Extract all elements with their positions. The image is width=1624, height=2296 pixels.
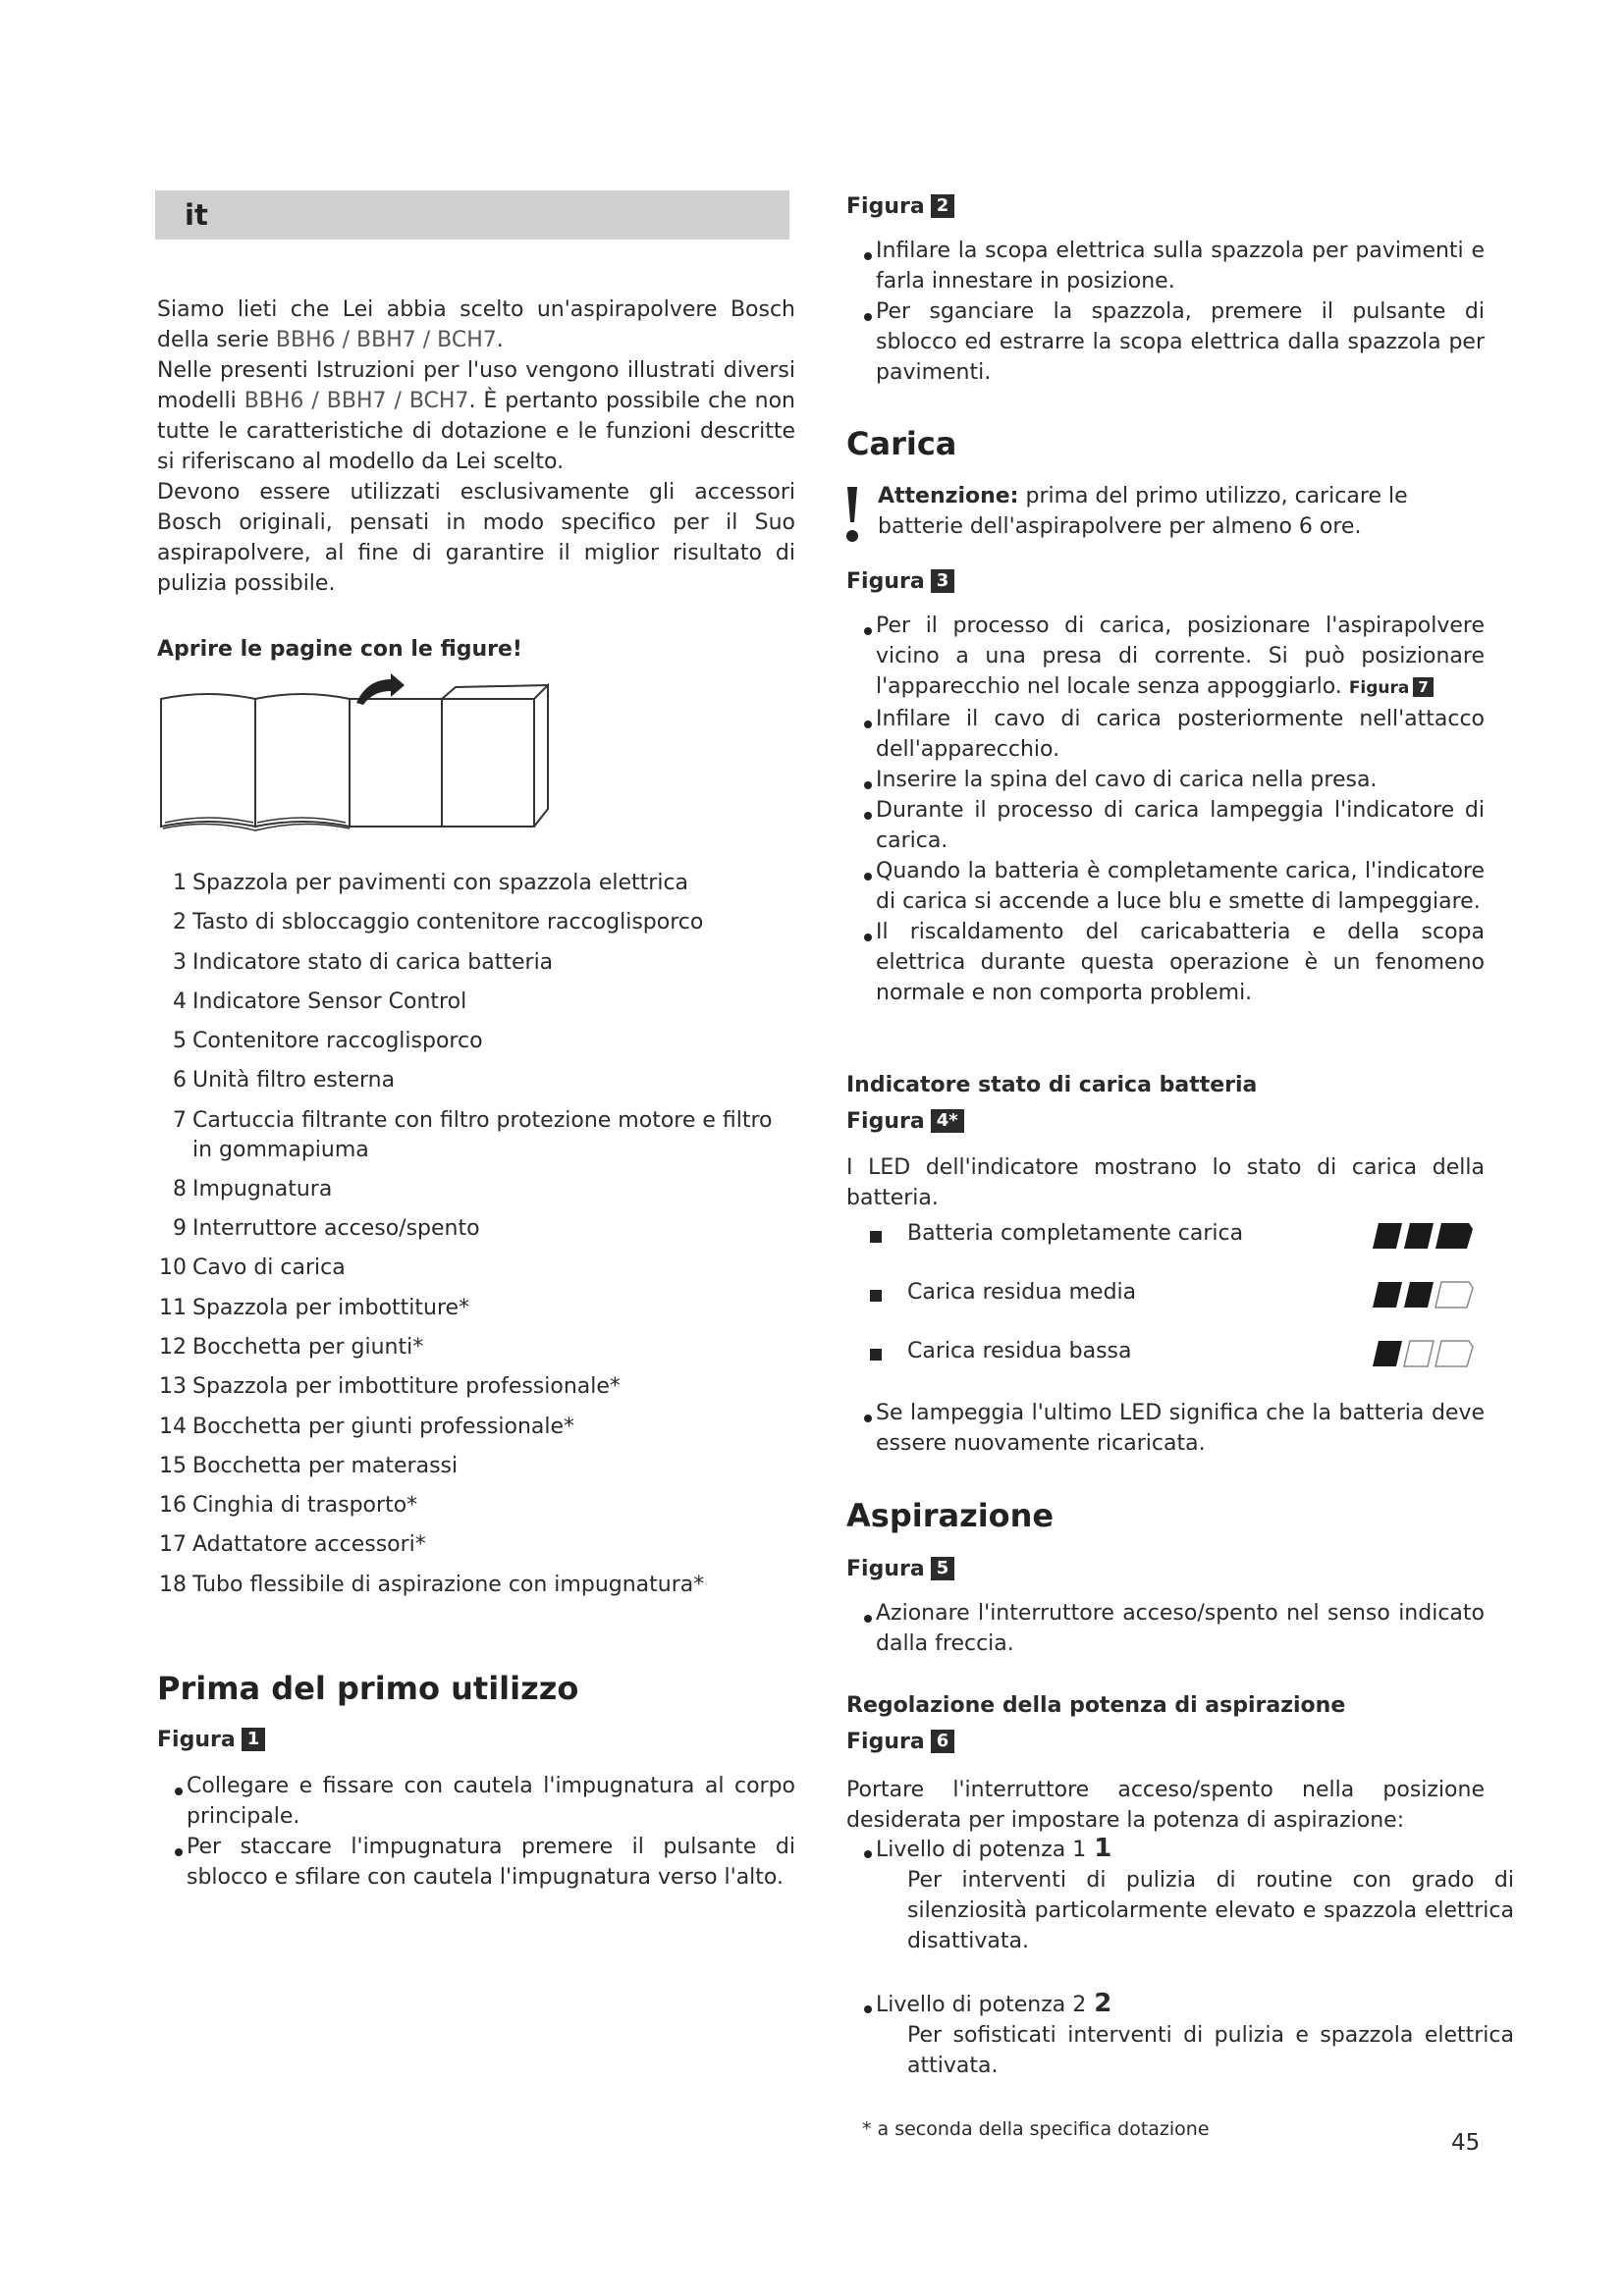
section-title-first-use: Prima del primo utilizzo	[157, 1670, 579, 1707]
list-item: 3 Indicatore stato di carica batteria	[173, 949, 554, 975]
battery-levels	[846, 1211, 1475, 1388]
list-item: Quando la batteria è completamente carica, l'indicatore di carica si accende a luce blu e smette di lampeggiare.	[846, 856, 1485, 917]
intro-paragraph-1: Siamo lieti che Lei abbia scelto un'aspirapolvere Bosch della serie BBH6 / BBH7 / BCH7.	[157, 297, 795, 352]
list-item: 14 Bocchetta per giunti professionale*	[159, 1414, 575, 1439]
list-item: Per il processo di carica, posizionare l'aspirapolvere vicino a una presa di corrente. Si può posizionare l'apparecchio nel locale senza appoggiarlo. Figura 7	[846, 611, 1485, 704]
list-item: 8 Impugnatura	[173, 1176, 333, 1201]
intro-paragraph-3: Devono essere utilizzati esclusivamente gli accessori Bosch originali, pensati in modo specifico per il Suo aspirapolvere, al fine di garantire il miglior risultato di pulizia possibile.	[157, 480, 795, 596]
level-number: 2	[1094, 1989, 1112, 2018]
parts-list	[157, 864, 795, 1605]
battery-level-low: Carica residua bassa	[846, 1329, 1475, 1388]
battery-medium-icon	[1371, 1278, 1475, 1311]
figure-number-badge: 4*	[931, 1109, 964, 1133]
list-item: Il riscaldamento del caricabatteria e della scopa elettrica durante questa operazione è un fenomeno normale e non comporta problemi.	[846, 917, 1485, 1008]
figure-number-badge: 5	[931, 1557, 955, 1580]
list-item: 6 Unità filtro esterna	[173, 1068, 396, 1094]
list-item: 18 Tubo flessibile di aspirazione con impugnatura*	[159, 1572, 705, 1597]
open-pages-heading: Aprire le pagine con le figure!	[157, 637, 522, 662]
square-bullet-icon	[870, 1349, 882, 1361]
list-item: 5 Contenitore raccoglisporco	[173, 1029, 483, 1054]
list-item: Se lampeggia l'ultimo LED significa che la batteria deve essere nuovamente ricaricata.	[846, 1398, 1485, 1459]
power-heading: Regolazione della potenza di aspirazione	[846, 1693, 1346, 1718]
open-book-illustration	[157, 671, 560, 838]
figure-number-badge: 1	[242, 1728, 266, 1751]
fig2-steps	[846, 236, 1485, 388]
list-item: 10 Cavo di carica	[159, 1255, 346, 1281]
list-item: 7 Cartuccia filtrante con filtro protezione motore e filtro in gommapiuma	[173, 1107, 773, 1162]
model-series: BBH6 / BBH7 / BCH7	[275, 328, 497, 352]
figure-label-2: Figura 2	[846, 192, 954, 222]
model-series: BBH6 / BBH7 / BCH7	[244, 389, 469, 413]
battery-low-icon	[1371, 1337, 1475, 1370]
first-use-steps	[157, 1771, 795, 1893]
figure-label-4: Figura 4*	[846, 1107, 964, 1137]
figure-reference-7: Figura 7	[1349, 678, 1434, 698]
list-item: Collegare e fissare con cautela l'impugnatura al corpo principale.	[157, 1771, 795, 1832]
figure-label-5: Figura 5	[846, 1555, 954, 1584]
battery-indicator-heading: Indicatore stato di carica batteria	[846, 1073, 1258, 1097]
battery-level-full: Batteria completamente carica	[846, 1211, 1475, 1270]
list-item: Infilare il cavo di carica posteriormente nell'attacco dell'apparecchio.	[846, 704, 1485, 765]
charge-warning: Attenzione: prima del primo utilizzo, caricare le batterie dell'aspirapolvere per almeno 6 ore.	[846, 481, 1485, 542]
footnote: * a seconda della specifica dotazione	[862, 2118, 1210, 2140]
power-level-1	[846, 1834, 1514, 1956]
list-item: Per staccare l'impugnatura premere il pulsante di sblocco e sfilare con cautela l'impugnatura verso l'alto.	[157, 1832, 795, 1893]
section-title-suction: Aspirazione	[846, 1497, 1055, 1534]
battery-intro: I LED dell'indicatore mostrano lo stato di carica della batteria.	[846, 1155, 1485, 1210]
intro-text	[157, 294, 795, 599]
level-description: Per interventi di pulizia di routine con grado di silenziosità particolarmente elevato e spazzola elettrica disattivata.	[907, 1868, 1514, 1953]
parts-list-container	[157, 864, 795, 1605]
battery-level-medium: Carica residua media	[846, 1270, 1475, 1329]
list-item: Livello di potenza 2 2	[846, 1989, 1514, 2020]
exclamation-icon	[846, 485, 858, 544]
figure-label-1: Figura 1	[157, 1726, 265, 1755]
list-item: Durante il processo di carica lampeggia l'indicatore di carica.	[846, 795, 1485, 856]
list-item: 4 Indicatore Sensor Control	[173, 988, 467, 1014]
figure-number-badge: 3	[931, 569, 955, 593]
page-number: 45	[1451, 2130, 1481, 2156]
section-title-charge: Carica	[846, 425, 957, 462]
level-description: Per sofisticati interventi di pulizia e spazzola elettrica attivata.	[907, 2023, 1514, 2078]
suction-steps	[846, 1598, 1485, 1659]
battery-note	[846, 1398, 1485, 1459]
list-item: 15 Bocchetta per materassi	[159, 1453, 459, 1478]
square-bullet-icon	[870, 1290, 882, 1302]
level-number: 1	[1094, 1834, 1112, 1863]
list-item: Infilare la scopa elettrica sulla spazzola per pavimenti e farla innestare in posizione.	[846, 236, 1485, 296]
list-item: 2 Tasto di sbloccaggio contenitore raccoglisporco	[173, 910, 704, 935]
list-item: 12 Bocchetta per giunti*	[159, 1334, 424, 1360]
power-level-2	[846, 1989, 1514, 2081]
list-item: Per sganciare la spazzola, premere il pulsante di sblocco ed estrarre la scopa elettrica dalla spazzola per pavimenti.	[846, 296, 1485, 388]
list-item: 9 Interruttore acceso/spento	[173, 1216, 480, 1242]
list-item: 17 Adattatore accessori*	[159, 1532, 426, 1558]
power-intro: Portare l'interruttore acceso/spento nella posizione desiderata per impostare la potenza di aspirazione:	[846, 1778, 1485, 1833]
list-item: Inserire la spina del cavo di carica nella presa.	[846, 765, 1485, 795]
list-item: Livello di potenza 1 1	[846, 1834, 1514, 1865]
square-bullet-icon	[870, 1231, 882, 1243]
list-item: Azionare l'interruttore acceso/spento nel senso indicato dalla freccia.	[846, 1598, 1485, 1659]
charge-steps	[846, 611, 1485, 1008]
list-item: 1 Spazzola per pavimenti con spazzola elettrica	[173, 871, 689, 895]
list-item: 16 Cinghia di trasporto*	[159, 1493, 418, 1519]
battery-full-icon	[1371, 1219, 1475, 1253]
list-item: 13 Spazzola per imbottiture professionale*	[159, 1374, 621, 1400]
figure-label-6: Figura 6	[846, 1728, 954, 1757]
figure-number-badge: 6	[931, 1730, 955, 1753]
list-item: 11 Spazzola per imbottiture*	[159, 1295, 470, 1320]
language-tab: it	[155, 190, 789, 240]
figure-label-3: Figura 3	[846, 567, 954, 597]
figure-number-badge: 2	[931, 194, 955, 218]
intro-paragraph-2: Nelle presenti Istruzioni per l'uso vengono illustrati diversi modelli BBH6 / BBH7 / BCH7. È pertanto possibile che non tutte le caratteristiche di dotazione e le funzioni descritte si riferiscano al modello da Lei scelto.	[157, 358, 795, 474]
